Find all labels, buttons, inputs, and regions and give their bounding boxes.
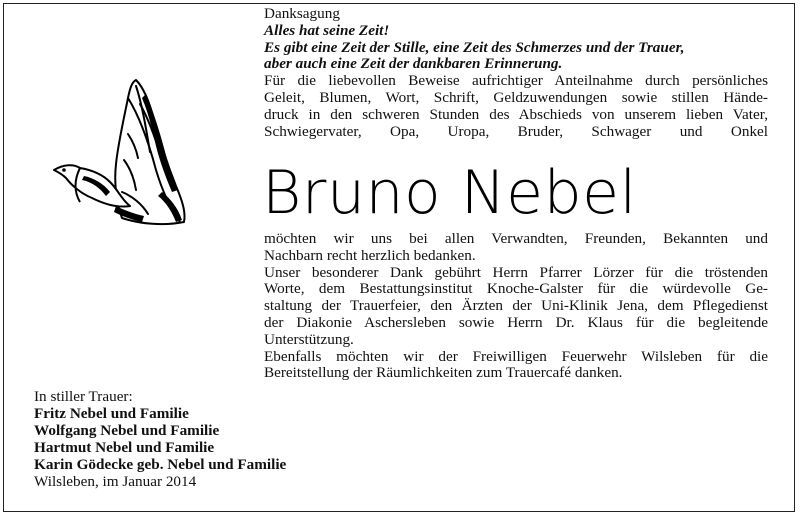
deceased-name: Bruno Nebel [262, 158, 637, 228]
mourners-block [34, 389, 286, 490]
intro-line: druck in den schweren Stunden des Abschieds von unserem lieben Vater, [264, 105, 768, 123]
mourners-intro: In stiller Trauer: [34, 388, 133, 405]
mourner-entry: Hartmut Nebel und Familie [34, 438, 215, 456]
mourner-entry: Karin Gödecke geb. Nebel und Familie [34, 455, 287, 473]
quote-line: aber auch eine Zeit der dankbaren Erinnerung. [264, 55, 563, 73]
intro-line: Schwiegervater, Opa, Uropa, Bruder, Schwager und Onkel [264, 122, 768, 140]
mourner-entry: Fritz Nebel und Familie [34, 404, 189, 422]
body-line: Unterstützung. [264, 330, 354, 348]
heading: Danksagung [264, 5, 340, 22]
body-line: staltung der Trauerfeier, den Ärzten der Uni-Klinik Jena, dem Pflegedienst [264, 297, 768, 315]
quote-line: Es gibt eine Zeit der Stille, eine Zeit des Schmerzes und der Trauer, [264, 38, 685, 56]
praying-hands-with-dove-icon [44, 74, 224, 234]
thanks-column-top [264, 6, 768, 140]
place-date: Wilsleben, im Januar 2014 [34, 472, 197, 490]
body-line: Nachbarn recht herzlich bedanken. [264, 246, 476, 264]
body-line: Unser besonderer Dank gebührt Herrn Pfarrer Lörzer für die tröstenden [264, 263, 768, 281]
body-line: möchten wir uns bei allen Verwandten, Freunden, Bekannten und [264, 230, 768, 247]
quote-line: Alles hat seine Zeit! [264, 21, 390, 39]
intro-line: Geleit, Blumen, Wort, Schrift, Geldzuwendungen sowie stillen Hände- [264, 88, 768, 106]
body-line: der Diakonie Aschersleben sowie Herrn Dr. Klaus für die begleitende [264, 313, 768, 331]
body-line: Ebenfalls möchten wir der Freiwilligen Feuerwehr Wilsleben für die [264, 347, 768, 365]
body-line: Bereitstellung der Räumlichkeiten zum Trauercafé danken. [264, 364, 623, 382]
intro-line: Für die liebevollen Beweise aufrichtiger Anteilnahme durch persönliches [264, 72, 768, 90]
mourner-entry: Wolfgang Nebel und Familie [34, 421, 220, 439]
body-line: Worte, dem Bestattungsinstitut Knoche-Galster für die würdevolle Ge- [264, 280, 768, 298]
thanks-column-bottom [264, 231, 768, 382]
